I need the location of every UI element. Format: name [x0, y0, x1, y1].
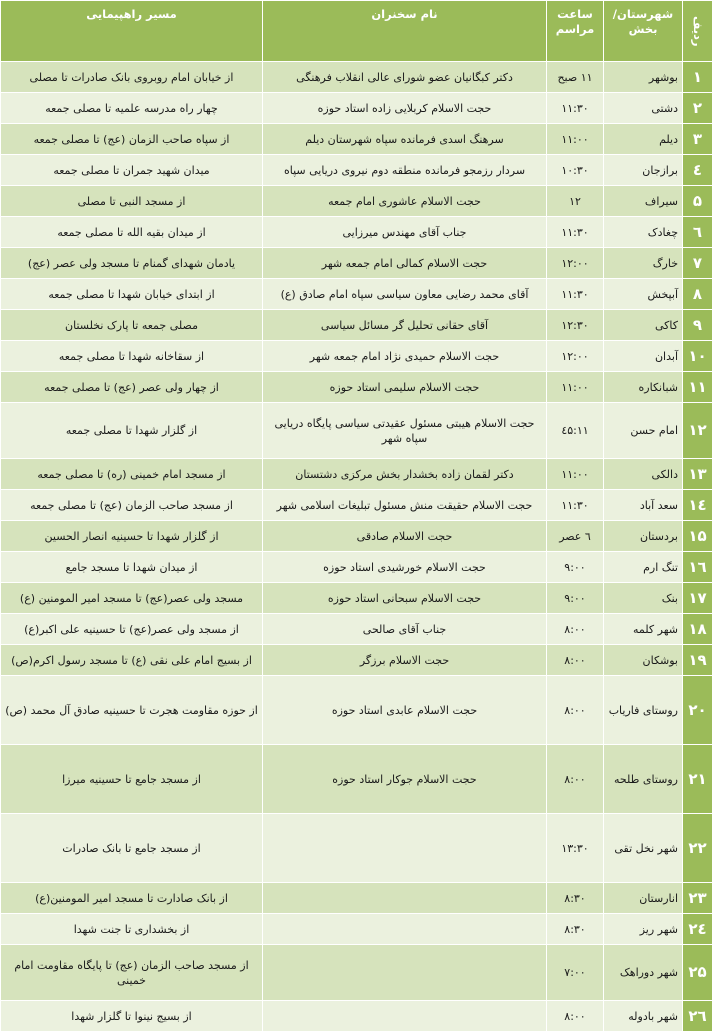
- route-cell: مسجد ولی عصر(عج) تا مسجد امیر المومنین (ع): [1, 583, 263, 614]
- table-row: [1, 521, 712, 552]
- route-cell: میدان شهید جمران تا مصلی جمعه: [1, 155, 263, 186]
- time-cell: ۸:۰۰: [547, 1001, 604, 1032]
- time-cell: ۱۱ صبح: [547, 62, 604, 93]
- city-cell: شهر بادوله: [604, 1001, 683, 1032]
- route-cell: از بخشداری تا جنت شهدا: [1, 914, 263, 945]
- speaker-cell: حجت الاسلام عاشوری امام جمعه: [263, 186, 547, 217]
- table-row: [1, 372, 712, 403]
- city-cell: تنگ ارم: [604, 552, 683, 583]
- speaker-cell: حجت الاسلام حمیدی نژاد امام جمعه شهر: [263, 341, 547, 372]
- route-cell: از گلزار شهدا تا حسینیه انصار الحسین: [1, 521, 263, 552]
- time-cell: ۷:۰۰: [547, 945, 604, 1001]
- speaker-cell: [263, 945, 547, 1001]
- city-cell: دالکی: [604, 459, 683, 490]
- row-number: ۲۱: [683, 745, 712, 814]
- table-row: [1, 155, 712, 186]
- city-cell: خارگ: [604, 248, 683, 279]
- time-cell: ۱۱:۳۰: [547, 490, 604, 521]
- table-row: [1, 745, 712, 814]
- time-cell: ۸:۰۰: [547, 676, 604, 745]
- city-cell: بنک: [604, 583, 683, 614]
- speaker-cell: حجت الاسلام صادقی: [263, 521, 547, 552]
- route-cell: از بسیج امام علی نقی (ع) تا مسجد رسول اکرم(ص): [1, 645, 263, 676]
- table-row: [1, 62, 712, 93]
- table-row: [1, 403, 712, 459]
- table-row: [1, 883, 712, 914]
- time-cell: ۱۱:۳۰: [547, 279, 604, 310]
- route-cell: مصلی جمعه تا پارک نخلستان: [1, 310, 263, 341]
- row-number: ۱٦: [683, 552, 712, 583]
- time-cell: ۱۲:۰۰: [547, 248, 604, 279]
- time-cell: ۸:۰۰: [547, 645, 604, 676]
- row-number: ۱۱: [683, 372, 712, 403]
- table-row: [1, 814, 712, 883]
- table-row: [1, 614, 712, 645]
- header-row-number: ردیف: [683, 1, 712, 62]
- time-cell: ۱۱:۰۰: [547, 124, 604, 155]
- row-number: ۱۰: [683, 341, 712, 372]
- time-cell: ۱۲:۰۰: [547, 341, 604, 372]
- city-cell: آبدان: [604, 341, 683, 372]
- speaker-cell: [263, 814, 547, 883]
- route-cell: از میدان بقیه الله تا مصلی جمعه: [1, 217, 263, 248]
- speaker-cell: سردار رزمجو فرمانده منطقه دوم نیروی دریایی سپاه: [263, 155, 547, 186]
- speaker-cell: جناب آقای صالحی: [263, 614, 547, 645]
- speaker-cell: آقای محمد رضایی معاون سیاسی سپاه امام صادق (ع): [263, 279, 547, 310]
- table-row: [1, 490, 712, 521]
- table-row: [1, 914, 712, 945]
- city-cell: بوشهر: [604, 62, 683, 93]
- city-cell: انارستان: [604, 883, 683, 914]
- row-number: ۲٦: [683, 1001, 712, 1032]
- row-number: ۱۹: [683, 645, 712, 676]
- row-number: ۱۳: [683, 459, 712, 490]
- route-cell: از مسجد جامع تا حسینیه میرزا: [1, 745, 263, 814]
- speaker-cell: حجت الاسلام جوکار استاد حوزه: [263, 745, 547, 814]
- row-number: ۲۰: [683, 676, 712, 745]
- route-cell: از خیابان امام روبروی بانک صادرات تا مصلی: [1, 62, 263, 93]
- speaker-cell: حجت الاسلام سلیمی استاد حوزه: [263, 372, 547, 403]
- row-number: ۸: [683, 279, 712, 310]
- city-cell: بردستان: [604, 521, 683, 552]
- speaker-cell: دکتر لقمان زاده بخشدار بخش مرکزی دشتستان: [263, 459, 547, 490]
- row-number: ۲۳: [683, 883, 712, 914]
- table-row: [1, 279, 712, 310]
- header-route: مسیر راهپیمایی: [1, 1, 263, 62]
- table-row: [1, 217, 712, 248]
- route-cell: یادمان شهدای گمنام تا مسجد ولی عصر (عج): [1, 248, 263, 279]
- table-row: [1, 459, 712, 490]
- city-cell: روستای طلحه: [604, 745, 683, 814]
- time-cell: ۱۱:۰۰: [547, 459, 604, 490]
- table-row: [1, 676, 712, 745]
- speaker-cell: آقای حقانی تحلیل گر مسائل سیاسی: [263, 310, 547, 341]
- route-cell: از حوزه مقاومت هجرت تا حسینیه صادق آل محمد (ص): [1, 676, 263, 745]
- route-cell: از مسجد النبی تا مصلی: [1, 186, 263, 217]
- speaker-cell: [263, 914, 547, 945]
- route-cell: از چهار ولی عصر (عج) تا مصلی جمعه: [1, 372, 263, 403]
- city-cell: شهر دوراهک: [604, 945, 683, 1001]
- table-row: [1, 341, 712, 372]
- route-cell: از مسجد صاحب الزمان (عج) تا پایگاه مقاومت امام خمینی: [1, 945, 263, 1001]
- city-cell: سیراف: [604, 186, 683, 217]
- city-cell: شهر ریز: [604, 914, 683, 945]
- time-cell: ۱۱:۳۰: [547, 93, 604, 124]
- speaker-cell: حجت الاسلام حقیقت منش مسئول تبلیغات اسلامی شهر: [263, 490, 547, 521]
- row-number: ٤: [683, 155, 712, 186]
- speaker-cell: جناب آقای مهندس میرزایی: [263, 217, 547, 248]
- row-number: ۲٤: [683, 914, 712, 945]
- time-cell: ۱۰:۳۰: [547, 155, 604, 186]
- city-cell: کاکی: [604, 310, 683, 341]
- route-cell: از بانک صادارت تا مسجد امیر المومنین(ع): [1, 883, 263, 914]
- row-number: ۱۵: [683, 521, 712, 552]
- row-number: ۲۵: [683, 945, 712, 1001]
- table-row: [1, 248, 712, 279]
- speaker-cell: سرهنگ اسدی فرمانده سپاه شهرستان دیلم: [263, 124, 547, 155]
- route-cell: از ابتدای خیابان شهدا تا مصلی جمعه: [1, 279, 263, 310]
- time-cell: ۸:۰۰: [547, 745, 604, 814]
- speaker-cell: حجت الاسلام کمالی امام جمعه شهر: [263, 248, 547, 279]
- table-row: [1, 310, 712, 341]
- header-row: [1, 1, 712, 62]
- speaker-cell: حجت الاسلام هیبتی مسئول عقیدتی سیاسی پایگاه دریایی سپاه شهر: [263, 403, 547, 459]
- row-number: ۱۷: [683, 583, 712, 614]
- header-city: شهرستان/ بخش: [604, 1, 683, 62]
- time-cell: ۱۳:۳۰: [547, 814, 604, 883]
- speaker-cell: حجت الاسلام سبحانی استاد حوزه: [263, 583, 547, 614]
- header-speaker: نام سخنران: [263, 1, 547, 62]
- row-number: ۷: [683, 248, 712, 279]
- row-number: ۱: [683, 62, 712, 93]
- route-cell: از گلزار شهدا تا مصلی جمعه: [1, 403, 263, 459]
- route-cell: از میدان شهدا تا مسجد جامع: [1, 552, 263, 583]
- row-number: ۵: [683, 186, 712, 217]
- table-row: [1, 552, 712, 583]
- route-cell: از مسجد ولی عصر(عج) تا حسینیه علی اکبر(ع): [1, 614, 263, 645]
- table-row: [1, 583, 712, 614]
- city-cell: روستای فاریاب: [604, 676, 683, 745]
- row-number: ۱۸: [683, 614, 712, 645]
- city-cell: برازجان: [604, 155, 683, 186]
- table-row: [1, 645, 712, 676]
- city-cell: شهر نخل تقی: [604, 814, 683, 883]
- route-cell: چهار راه مدرسه علمیه تا مصلی جمعه: [1, 93, 263, 124]
- table-row: [1, 124, 712, 155]
- time-cell: ۱۱:۳۰: [547, 217, 604, 248]
- time-cell: ۱۲:۳۰: [547, 310, 604, 341]
- time-cell: ۸:۰۰: [547, 614, 604, 645]
- city-cell: امام حسن: [604, 403, 683, 459]
- table-row: [1, 93, 712, 124]
- route-cell: از بسیج نینوا تا گلزار شهدا: [1, 1001, 263, 1032]
- speaker-cell: دکتر کبگانیان عضو شورای عالی انقلاب فرهنگی: [263, 62, 547, 93]
- speaker-cell: حجت الاسلام کربلایی زاده استاد حوزه: [263, 93, 547, 124]
- city-cell: بوشکان: [604, 645, 683, 676]
- table-row: [1, 1001, 712, 1032]
- header-time: ساعت مراسم: [547, 1, 604, 62]
- row-number: ٦: [683, 217, 712, 248]
- route-cell: از مسجد امام خمینی (ره) تا مصلی جمعه: [1, 459, 263, 490]
- city-cell: آبپخش: [604, 279, 683, 310]
- row-number: ۲۲: [683, 814, 712, 883]
- route-cell: از مسجد صاحب الزمان (عج) تا مصلی جمعه: [1, 490, 263, 521]
- route-cell: از مسجد جامع تا بانک صادرات: [1, 814, 263, 883]
- time-cell: ۱۲: [547, 186, 604, 217]
- row-number: ۳: [683, 124, 712, 155]
- city-cell: سعد آباد: [604, 490, 683, 521]
- row-number: ۱٤: [683, 490, 712, 521]
- time-cell: ۹:۰۰: [547, 552, 604, 583]
- city-cell: دشتی: [604, 93, 683, 124]
- city-cell: دیلم: [604, 124, 683, 155]
- speaker-cell: حجت الاسلام خورشیدی استاد حوزه: [263, 552, 547, 583]
- speaker-cell: [263, 1001, 547, 1032]
- time-cell: ۹:۰۰: [547, 583, 604, 614]
- time-cell: ۱۱:۰۰: [547, 372, 604, 403]
- speaker-cell: حجت الاسلام برزگر: [263, 645, 547, 676]
- row-number: ۹: [683, 310, 712, 341]
- speaker-cell: [263, 883, 547, 914]
- time-cell: ٦ عصر: [547, 521, 604, 552]
- city-cell: شبانکاره: [604, 372, 683, 403]
- route-cell: از سپاه صاحب الزمان (عج) تا مصلی جمعه: [1, 124, 263, 155]
- city-cell: شهر کلمه: [604, 614, 683, 645]
- speaker-cell: حجت الاسلام عابدی استاد حوزه: [263, 676, 547, 745]
- table-row: [1, 945, 712, 1001]
- table-row: [1, 186, 712, 217]
- row-number: ۱۲: [683, 403, 712, 459]
- route-cell: از سقاخانه شهدا تا مصلی جمعه: [1, 341, 263, 372]
- time-cell: ۸:۳۰: [547, 883, 604, 914]
- time-cell: ۸:۳۰: [547, 914, 604, 945]
- time-cell: ۱۱:٤۵: [547, 403, 604, 459]
- row-number: ۲: [683, 93, 712, 124]
- city-cell: چغادک: [604, 217, 683, 248]
